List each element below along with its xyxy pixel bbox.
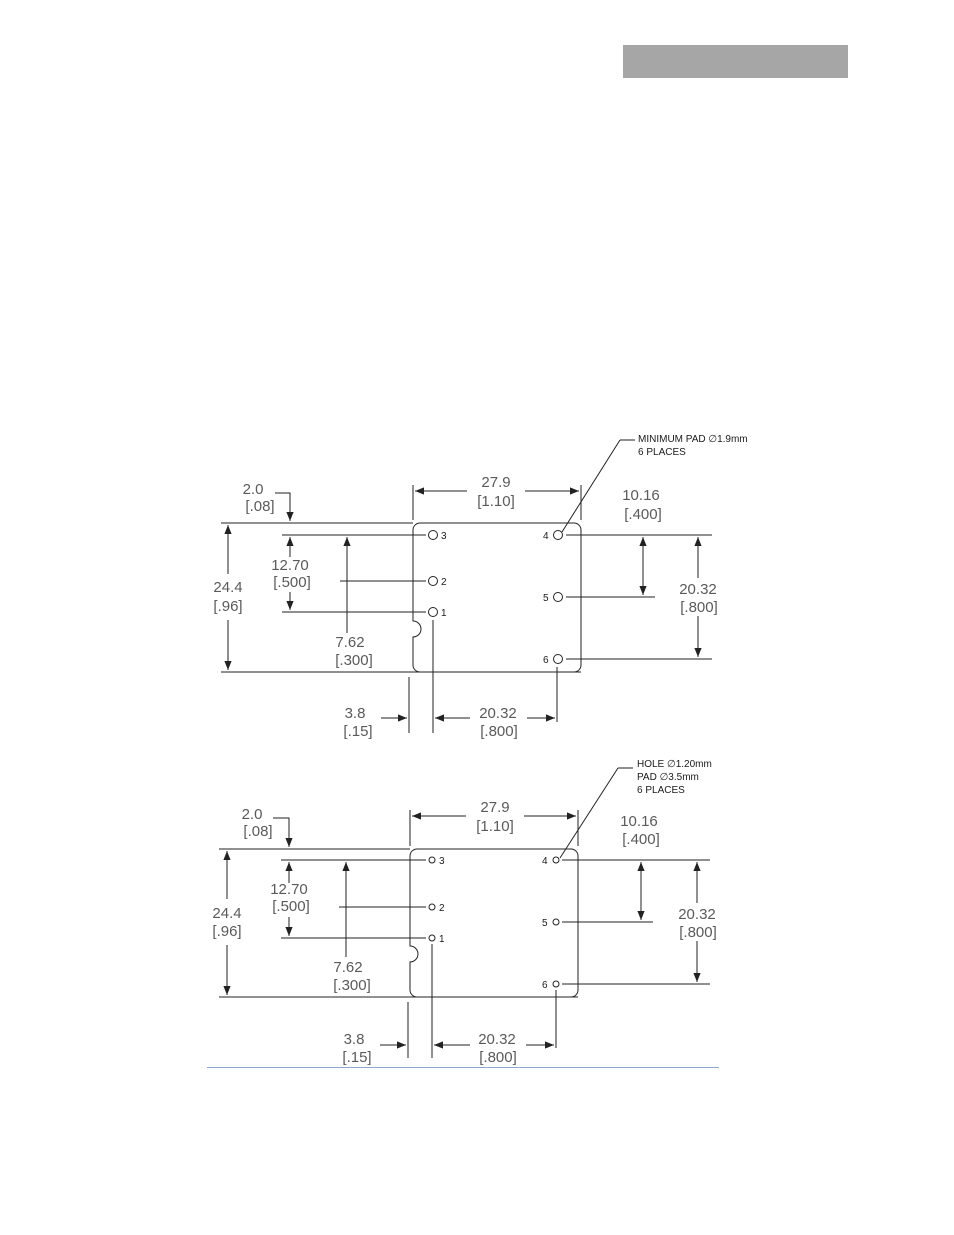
top-span-v-mm: 20.32 [679,581,717,598]
bottom-pitch-a-in: [.500] [272,898,310,915]
bottom-pin-4: 4 [542,856,548,867]
bottom-view [212,759,716,1066]
bottom-pitch-b-mm: 7.62 [333,959,363,976]
bottom-width-in: [1.10] [476,818,514,835]
top-height-in: [.96] [213,598,243,615]
bottom-pin-5: 5 [542,918,548,929]
top-offset-mm: 2.0 [242,481,264,498]
top-pitch-a-in: [.500] [273,574,311,591]
top-pad-3 [429,531,438,540]
bottom-span-h-in: [.800] [479,1049,517,1066]
bottom-width-mm: 27.9 [480,799,510,816]
top-pin-2: 2 [441,577,447,588]
top-height-mm: 24.4 [213,579,243,596]
top-pitch-c-in: [.400] [624,506,662,523]
top-pad-5 [554,593,563,602]
top-span-h-in: [.800] [480,723,518,740]
top-pin-1: 1 [441,608,447,619]
footer-rule [207,1067,719,1068]
top-pin-3: 3 [441,531,447,542]
bottom-span-h-mm: 20.32 [478,1031,516,1048]
top-span-h-mm: 20.32 [479,705,517,722]
top-width-mm: 27.9 [481,474,511,491]
bottom-pin-3: 3 [439,856,445,867]
bottom-pad-1 [429,935,435,941]
top-edge-in: [.15] [343,723,373,740]
top-note-line-1: MINIMUM PAD ∅1.9mm [638,434,748,445]
bottom-pitch-c-in: [.400] [622,831,660,848]
bottom-pin-1: 1 [439,934,445,945]
top-pin-5: 5 [543,593,549,604]
top-pad-2 [429,577,438,586]
top-offset-in: [.08] [245,498,275,515]
bottom-note-line-1: HOLE ∅1.20mm [637,759,712,770]
top-pitch-b-mm: 7.62 [335,634,365,651]
bottom-note-line-2: PAD ∅3.5mm [637,772,699,783]
bottom-note-line-3: 6 PLACES [637,785,685,796]
top-pitch-c-mm: 10.16 [622,487,660,504]
top-pitch-b-in: [.300] [335,652,373,669]
bottom-pitch-a-mm: 12.70 [270,881,308,898]
bottom-pin-6: 6 [542,980,548,991]
top-view [213,434,747,740]
bottom-edge-in: [.15] [342,1049,372,1066]
bottom-offset-mm: 2.0 [241,806,263,823]
top-pitch-a-mm: 12.70 [271,557,309,574]
bottom-pitch-b-in: [.300] [333,977,371,994]
bottom-span-v-mm: 20.32 [678,906,716,923]
top-width-in: [1.10] [477,493,515,510]
bottom-pad-2 [429,904,435,910]
bottom-edge-mm: 3.8 [343,1031,365,1048]
bottom-pad-6 [553,981,559,987]
top-note-line-2: 6 PLACES [638,447,686,458]
top-pad-6 [554,655,563,664]
bottom-span-v-in: [.800] [679,924,717,941]
top-pin-6: 6 [543,655,549,666]
bottom-height-mm: 24.4 [212,905,242,922]
bottom-pad-5 [553,919,559,925]
bottom-pitch-c-mm: 10.16 [620,813,658,830]
bottom-pin-2: 2 [439,903,445,914]
top-pad-1 [429,608,438,617]
top-pad-4 [554,531,563,540]
bottom-offset-in: [.08] [243,823,273,840]
top-edge-mm: 3.8 [344,705,366,722]
bottom-pad-4 [553,857,559,863]
bottom-height-in: [.96] [212,923,242,940]
bottom-pad-3 [429,857,435,863]
top-pin-4: 4 [543,531,549,542]
top-span-v-in: [.800] [680,599,718,616]
